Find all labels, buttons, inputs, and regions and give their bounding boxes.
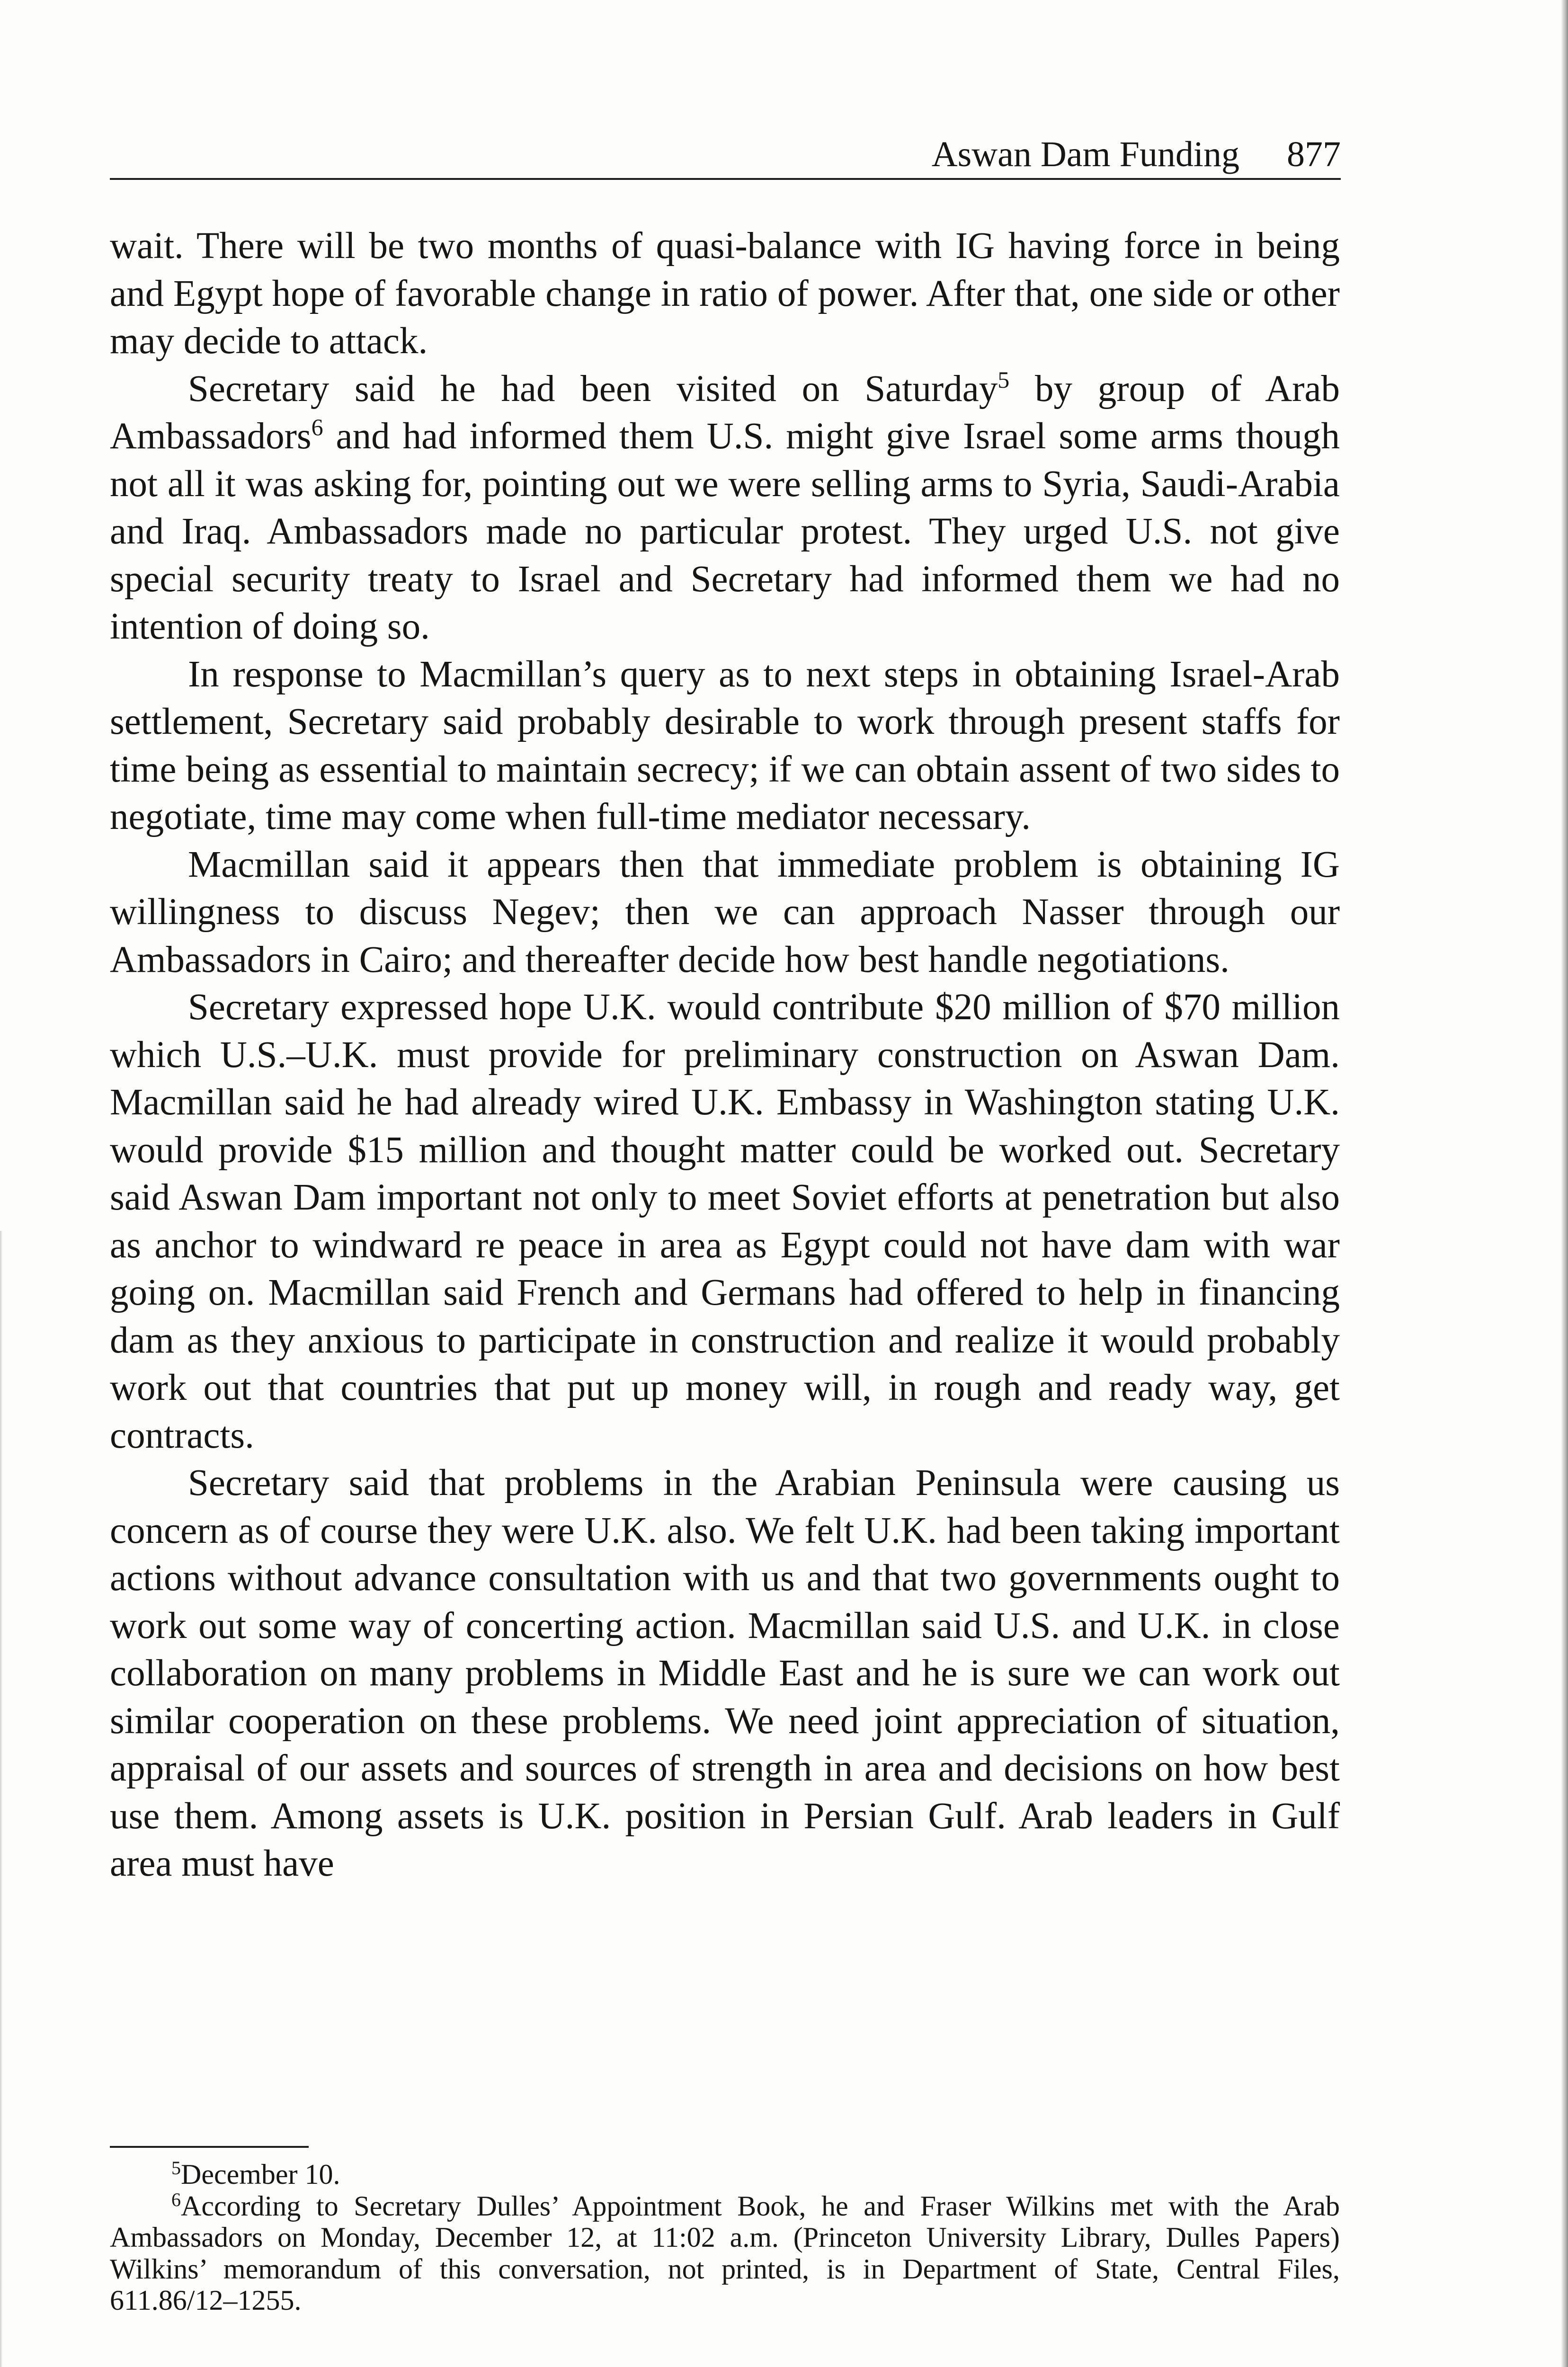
paragraph-4: Macmillan said it appears then that immediate problem is obtaining IG willingness to discuss Negev; then we can approach Nasser through our Ambassadors in Cairo; and thereafter decide how best handle negotiations. [110,844,1340,980]
paragraph-1: wait. There will be two months of quasi-balance with IG having force in being and Egypt hope of favorable change in ratio of power. After that, one side or other may decide to attack. [110,225,1340,362]
body-text [110,222,1340,1888]
paragraph-2-text-b: by group of Arab Ambassadors [110,368,1340,457]
footnote-number: 5 [171,2157,181,2179]
running-head [110,132,1341,177]
footnote-ref-5: 5 [998,366,1010,393]
footnote-5 [110,2159,1340,2190]
footnote-text: According to Secretary Dulles’ Appointment Book, he and Fraser Wilkins met with the Arab Ambassadors on Monday, December 12, at 11:02 a.m. (Princeton University Library, Dulles Papers) Wilkins’ memorandum of this conversation, not printed, is in Department of State, Central Files, 611.86/12–1255. [110,2190,1340,2316]
page-number: 877 [1287,134,1341,174]
paragraph-2 [110,365,1340,651]
paragraph-2-text-a: Secretary said he had been visited on Saturday [188,368,998,409]
paragraph-6: Secretary said that problems in the Arabian Peninsula were causing us concern as of course they were U.K. also. We felt U.K. had been taking important actions without advance consultation with us and that two governments ought to work out some way of concerting action. Macmillan said U.S. and U.K. in close collaboration on many problems in Middle East and he is sure we can work out similar cooperation on these problems. We need joint appreciation of situation, appraisal of our assets and sources of strength in area and decisions on how best use them. Among assets is U.K. position in Persian Gulf. Arab leaders in Gulf area must have [110,1462,1340,1884]
footnote-number: 6 [171,2189,181,2210]
footnote-ref-6: 6 [311,414,323,440]
paragraph-2-text-c: and had informed them U.S. might give Israel some arms though not all it was asking for, pointing out we were selling arms to Syria, Saudi-Arabia and Iraq. Ambassadors made no particular protest. They urged U.S. not give special security treaty to Israel and Secretary had informed them we had no intention of doing so. [110,416,1340,647]
footnote-6 [110,2190,1340,2316]
running-head-title: Aswan Dam Funding [931,134,1239,174]
header-rule [110,178,1341,180]
footnotes [110,2159,1340,2316]
page-edge-left [0,1231,2,2367]
paragraph-5: Secretary expressed hope U.K. would contribute $20 million of $70 million which U.S.–U.K. must provide for preliminary construction on Aswan Dam. Macmillan said he had already wired U.K. Embassy in Washington stating U.K. would provide $15 million and thought matter could be worked out. Secretary said Aswan Dam important not only to meet Soviet efforts at penetration but also as anchor to windward re peace in area as Egypt could not have dam with war going on. Macmillan said French and Germans had offered to help in financing dam as they anxious to participate in construction and realize it would probably work out that countries that put up money will, in rough and ready way, get contracts. [110,987,1340,1456]
footnote-text: December 10. [181,2159,340,2190]
footnote-rule [110,2146,309,2148]
page-edge-shadow [1561,0,1568,2367]
paragraph-3: In response to Macmillan’s query as to next steps in obtaining Israel-Arab settlement, Secretary said probably desirable to work through present staffs for time being as essential to maintain secrecy; if we can obtain assent of two sides to negotiate, time may come when full-time mediator necessary. [110,653,1340,837]
